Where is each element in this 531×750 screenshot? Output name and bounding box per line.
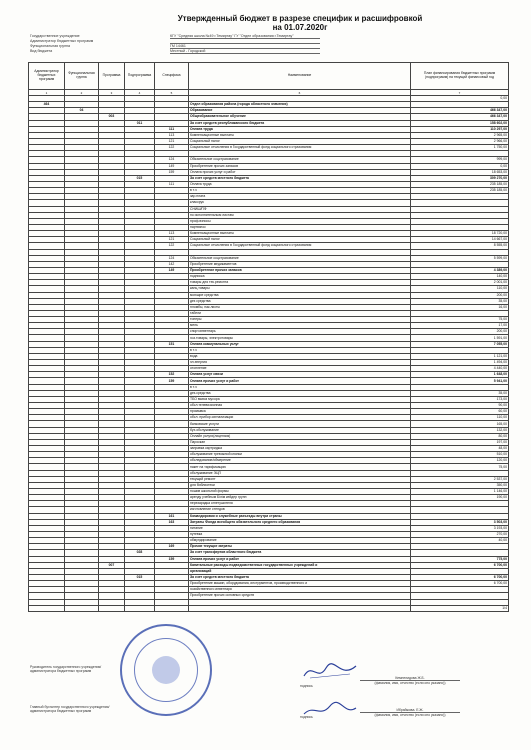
item-name: по исполнительным листам	[189, 212, 411, 218]
plan-amount: 7 055,00	[411, 341, 509, 347]
plan-amount: 510,00	[411, 452, 509, 458]
item-name: За счет средств республиканского бюджета	[189, 120, 411, 126]
item-name: в т.ч	[189, 384, 411, 390]
meta-label-func-group: Функциональная группа	[30, 44, 70, 48]
plan-amount: 200,00	[411, 292, 509, 298]
plan-amount: 4 440,00	[411, 366, 509, 372]
plan-amount: 60,00	[411, 409, 509, 415]
plan-amount: 132,00	[411, 427, 509, 433]
item-name: Приобретение медикаментов	[189, 261, 411, 267]
item-name: Оплата труда	[189, 181, 411, 187]
plan-amount: 4 389,00	[411, 267, 509, 273]
item-name: ТБО вывоз мусора	[189, 396, 411, 402]
item-name	[189, 605, 411, 611]
item-name: пошив школьной формы	[189, 489, 411, 495]
item-name: Отдел образования района (города областного значения)	[189, 102, 411, 108]
plan-amount: 75,00	[411, 317, 509, 323]
budget-table	[28, 62, 509, 612]
col-header-admin: Администратор бюджетных программ	[29, 63, 65, 90]
specific-code: 111	[155, 181, 189, 187]
col-number: 2	[65, 90, 99, 96]
specific-code: 161	[155, 513, 189, 519]
col-header-subprogram: Подпрограмма	[125, 63, 155, 90]
item-name: СНИШ/ПФ	[189, 206, 411, 212]
item-name: За счет трансфертов областного бюджета	[189, 550, 411, 556]
plan-amount: 110 297,00	[411, 126, 509, 132]
item-name: вода	[189, 353, 411, 359]
item-name: подписка	[189, 274, 411, 280]
title-line-1: Утвержденный бюджет в разрезе специфик и расшифровкой	[177, 14, 423, 23]
item-name: Командировки и служебные разъезды внутри страны	[189, 513, 411, 519]
admin-code	[29, 605, 65, 611]
specific-code: 159	[155, 378, 189, 384]
plan-amount: 6 700,00	[411, 581, 509, 587]
accountant-name-caption: (фамилия, имя, отчество (если оно указано))	[374, 713, 446, 717]
specific-code: 169	[155, 544, 189, 550]
plan-amount: 5 941,00	[411, 378, 509, 384]
subprogram-code: 015	[125, 175, 155, 181]
sign-caption-2: подпись	[300, 715, 313, 719]
item-name: обсл. прибор.сигнализации	[189, 415, 411, 421]
director-name-caption: (фамилия, имя, отчество (если оно указано))	[374, 681, 446, 685]
plan-amount: 8 555,00	[411, 243, 509, 249]
meta-value-institution: КГУ "Средняя школа №49 г.Темиртау" ГУ "Отдел образования г.Темиртау"	[170, 34, 320, 39]
item-name: организаций	[189, 568, 411, 574]
item-name: Капитальные расходы подведомственных государственных учреждений и	[189, 562, 411, 568]
plan-amount: 999,00	[411, 157, 509, 163]
item-name: обследование/обмерение	[189, 458, 411, 464]
plan-amount: 775,00	[411, 556, 509, 562]
item-name: За счет средств местного бюджета	[189, 574, 411, 580]
specific-code: 122	[155, 145, 189, 151]
item-name: проф.взносы	[189, 218, 411, 224]
specific-code: 149	[155, 267, 189, 273]
plan-amount: 158 602,00	[411, 120, 509, 126]
item-name: Компенсационные выплаты	[189, 132, 411, 138]
item-name: путевка	[189, 531, 411, 537]
item-name: изготовление стендов	[189, 507, 411, 513]
plan-amount: 2 965,00	[411, 132, 509, 138]
plan-amount: 2 537,00	[411, 476, 509, 482]
plan-amount: 5 599,00	[411, 255, 509, 261]
subprogram-code: 028	[125, 550, 155, 556]
item-name: дез средства	[189, 298, 411, 304]
item-name: хозяйственного инвентаря	[189, 587, 411, 593]
plan-amount: 35,00	[411, 390, 509, 396]
item-name: Образование	[189, 108, 411, 114]
col-number: 7	[411, 90, 509, 96]
subprogram-code: 015	[125, 574, 155, 580]
item-name: Компенсационные выплаты	[189, 231, 411, 237]
item-name: зар.плата	[189, 194, 411, 200]
specific-code: 142	[155, 261, 189, 267]
col-header-program: Программа	[99, 63, 125, 90]
specific-code: 121	[155, 237, 189, 243]
plan-amount: 197,00	[411, 439, 509, 445]
plan-amount: 110,00	[411, 286, 509, 292]
specific-code: 113	[155, 132, 189, 138]
item-name: бух.обслуживание	[189, 427, 411, 433]
plan-amount: 14 667,00	[411, 237, 509, 243]
item-name: Онлайн услуги(лицензия)	[189, 433, 411, 439]
col-header-specific: Специфика	[155, 63, 189, 90]
plan-amount: 6 700,00	[411, 562, 509, 568]
plan-amount: 75,00	[411, 464, 509, 470]
plan-amount: 235 185,00	[411, 188, 509, 194]
specific-code: 151	[155, 341, 189, 347]
plan-amount: 235 185,00	[411, 181, 509, 187]
specific-code: 121	[155, 138, 189, 144]
accountant-label-line1: Главный бухгалтер государственного учреждения/	[30, 705, 110, 709]
item-name: обсл.телевизионная	[189, 403, 411, 409]
plan-amount: 2 966,00	[411, 138, 509, 144]
program-code: 003	[99, 114, 125, 120]
subprogram-code: 011	[125, 120, 155, 126]
item-name: Прочие текущие затраты	[189, 544, 411, 550]
specific-code: 159	[155, 556, 189, 562]
item-name: товары для тек.ремонта	[189, 280, 411, 286]
item-name: Пароскан	[189, 439, 411, 445]
item-name: отопление	[189, 366, 411, 372]
program-code: 007	[99, 562, 125, 568]
item-name: дез.средства	[189, 390, 411, 396]
plan-amount: 2 001,00	[411, 280, 509, 286]
plan-amount: 140,00	[411, 274, 509, 280]
plan-amount: 17,00	[411, 323, 509, 329]
item-name: для библиотеки	[189, 482, 411, 488]
item-name: тонеры	[189, 317, 411, 323]
item-name: Обязательное соцстрахование	[189, 157, 411, 163]
table-row	[29, 605, 509, 611]
plan-amount: 35,00	[411, 298, 509, 304]
func-group-code: 04	[65, 108, 99, 114]
plan-amount: 18 653,00	[411, 169, 509, 175]
plan-amount: 90,00	[411, 403, 509, 409]
item-name: Приобретение прочих запасов	[189, 163, 411, 169]
item-name: Оплата прочих услуг и работ	[189, 169, 411, 175]
item-name: спорт.инвентарь	[189, 329, 411, 335]
plan-amount: 200,00	[411, 329, 509, 335]
col-header-name: Наименование	[189, 63, 411, 90]
col-header-func-group: Функциональная группа	[65, 63, 99, 90]
plan-amount: 16,00	[411, 304, 509, 310]
item-name: классрук	[189, 200, 411, 206]
plan-amount: 1/4	[411, 605, 509, 611]
item-name: аренду учебным Білім кейдер групп	[189, 495, 411, 501]
item-name: обслуживание тревожной кнопки	[189, 452, 411, 458]
plan-amount: 120,00	[411, 458, 509, 464]
accountant-label	[30, 705, 109, 713]
meta-label-institution: Государственное учреждение	[30, 34, 80, 38]
item-name: хоз.товары, электротовары	[189, 335, 411, 341]
plan-amount: 466 347,00	[411, 114, 509, 120]
plan-amount: 3 193,00	[411, 525, 509, 531]
specific-code	[155, 605, 189, 611]
specific-code: 152	[155, 372, 189, 378]
meta-value-func-group: ГМ 14461	[170, 44, 320, 49]
meta-label-budget-type: Вид бюджета	[30, 49, 53, 53]
plan-amount: 270,00	[411, 531, 509, 537]
item-name: Общеобразовательное обучение	[189, 114, 411, 120]
sign-caption-1: подпись	[300, 684, 313, 688]
specific-code: 113	[155, 231, 189, 237]
document-title	[150, 14, 450, 32]
official-seal-stamp	[120, 624, 212, 716]
item-name: питание	[189, 525, 411, 531]
program-code	[99, 605, 125, 611]
item-name: перезарядка огнетушителя	[189, 501, 411, 507]
plan-amount: 1 648,00	[411, 372, 509, 378]
accountant-name: Ибрайжова. Е.Ж.	[360, 708, 460, 713]
item-name: обмундирование	[189, 538, 411, 544]
item-name: пломбы, пак.листы	[189, 304, 411, 310]
specific-code: 124	[155, 157, 189, 163]
plan-amount: 80,00	[411, 433, 509, 439]
item-name: Приобретение прочих запасов	[189, 267, 411, 273]
item-name: моющие средства	[189, 292, 411, 298]
col-number: 3	[99, 90, 125, 96]
item-name: Социальные отчисления в Государственный фонд социального страхования	[189, 145, 411, 151]
func-group-code	[65, 605, 99, 611]
specific-code: 111	[155, 126, 189, 132]
col-number: 5	[155, 90, 189, 96]
item-name: Оплата услуг связи	[189, 372, 411, 378]
signature-director	[300, 660, 360, 682]
item-name: Социальные отчисления в Государственный фонд социального страхования	[189, 243, 411, 249]
director-label-line2: администратора бюджетных программ	[30, 669, 92, 673]
col-header-plan: План финансирования бюджетных программ (подпрограмм) на текущий финансовый год	[411, 63, 509, 90]
plan-amount: 173,00	[411, 396, 509, 402]
plan-amount: 0,00	[411, 96, 509, 102]
director-label	[30, 665, 101, 673]
subprogram-code	[125, 605, 155, 611]
director-name: Кемпелидова Ж.Б.	[360, 676, 460, 681]
item-name: Приобретение машин, оборудования, инструментов, производственного и	[189, 581, 411, 587]
plan-amount: 1 146,00	[411, 489, 509, 495]
specific-code: 159	[155, 169, 189, 175]
plan-amount: 350,00	[411, 482, 509, 488]
item-name: текущий ремонт	[189, 476, 411, 482]
item-name: канц.товары	[189, 286, 411, 292]
plan-amount: 309 270,00	[411, 175, 509, 181]
meta-value-budget-type: Местный - Городской	[170, 49, 320, 54]
specific-code: 163	[155, 519, 189, 525]
plan-amount: 48,00	[411, 446, 509, 452]
director-label-line1: Руководитель государственного учреждения/	[30, 665, 102, 669]
col-number: 1	[29, 90, 65, 96]
item-name: партвзнос	[189, 224, 411, 230]
plan-amount: 6 700,00	[411, 574, 509, 580]
item-name: Оплата прочих услуг и работ	[189, 378, 411, 384]
accountant-label-line2: администратора бюджетных программ	[30, 709, 92, 713]
item-name: в т.ч	[189, 347, 411, 353]
item-name: промывка	[189, 409, 411, 415]
item-name: мель	[189, 323, 411, 329]
specific-code: 124	[155, 255, 189, 261]
plan-amount: 18 720,00	[411, 231, 509, 237]
plan-amount: 466 347,00	[411, 108, 509, 114]
table-body	[29, 96, 509, 612]
item-name: Приобретение прочих основных средств	[189, 593, 411, 599]
plan-amount: 110,00	[411, 415, 509, 421]
plan-amount: 1 121,00	[411, 353, 509, 359]
specific-code: 122	[155, 243, 189, 249]
item-name: Затраты Фонда всеобщего обязательного среднего образования	[189, 519, 411, 525]
item-name: табели	[189, 310, 411, 316]
item-name: Оплата труда	[189, 126, 411, 132]
col-number: 4	[125, 90, 155, 96]
plan-amount: 40,00	[411, 538, 509, 544]
item-name: эл.энергия	[189, 360, 411, 366]
plan-amount: 190,00	[411, 495, 509, 501]
item-name: банковские услуги	[189, 421, 411, 427]
meta-label-admin: Администратор бюджетных программ	[30, 39, 94, 43]
col-number: 6	[189, 90, 411, 96]
specific-code: 149	[155, 163, 189, 169]
item-name: заправка картриджа	[189, 446, 411, 452]
plan-amount: 3 503,00	[411, 519, 509, 525]
item-name: Оплата прочих услуг и работ	[189, 556, 411, 562]
plan-amount: 1 494,00	[411, 360, 509, 366]
plan-amount: 0,00	[411, 163, 509, 169]
item-name: пакет на тарификацию	[189, 464, 411, 470]
admin-code: 464	[29, 102, 65, 108]
item-name: обслуживание ЭЦП	[189, 470, 411, 476]
plan-amount: 165,00	[411, 421, 509, 427]
item-name: в т.ч	[189, 188, 411, 194]
item-name: За счет средств местного бюджета	[189, 175, 411, 181]
item-name: Обязательное соцстрахование	[189, 255, 411, 261]
plan-amount: 1 591,00	[411, 335, 509, 341]
item-name: Оплата коммунальных услуг	[189, 341, 411, 347]
item-name: Социальный налог	[189, 138, 411, 144]
item-name: Социальный налог	[189, 237, 411, 243]
plan-amount: 1 750,00	[411, 145, 509, 151]
title-line-2: на 01.07.2020г	[272, 23, 328, 32]
